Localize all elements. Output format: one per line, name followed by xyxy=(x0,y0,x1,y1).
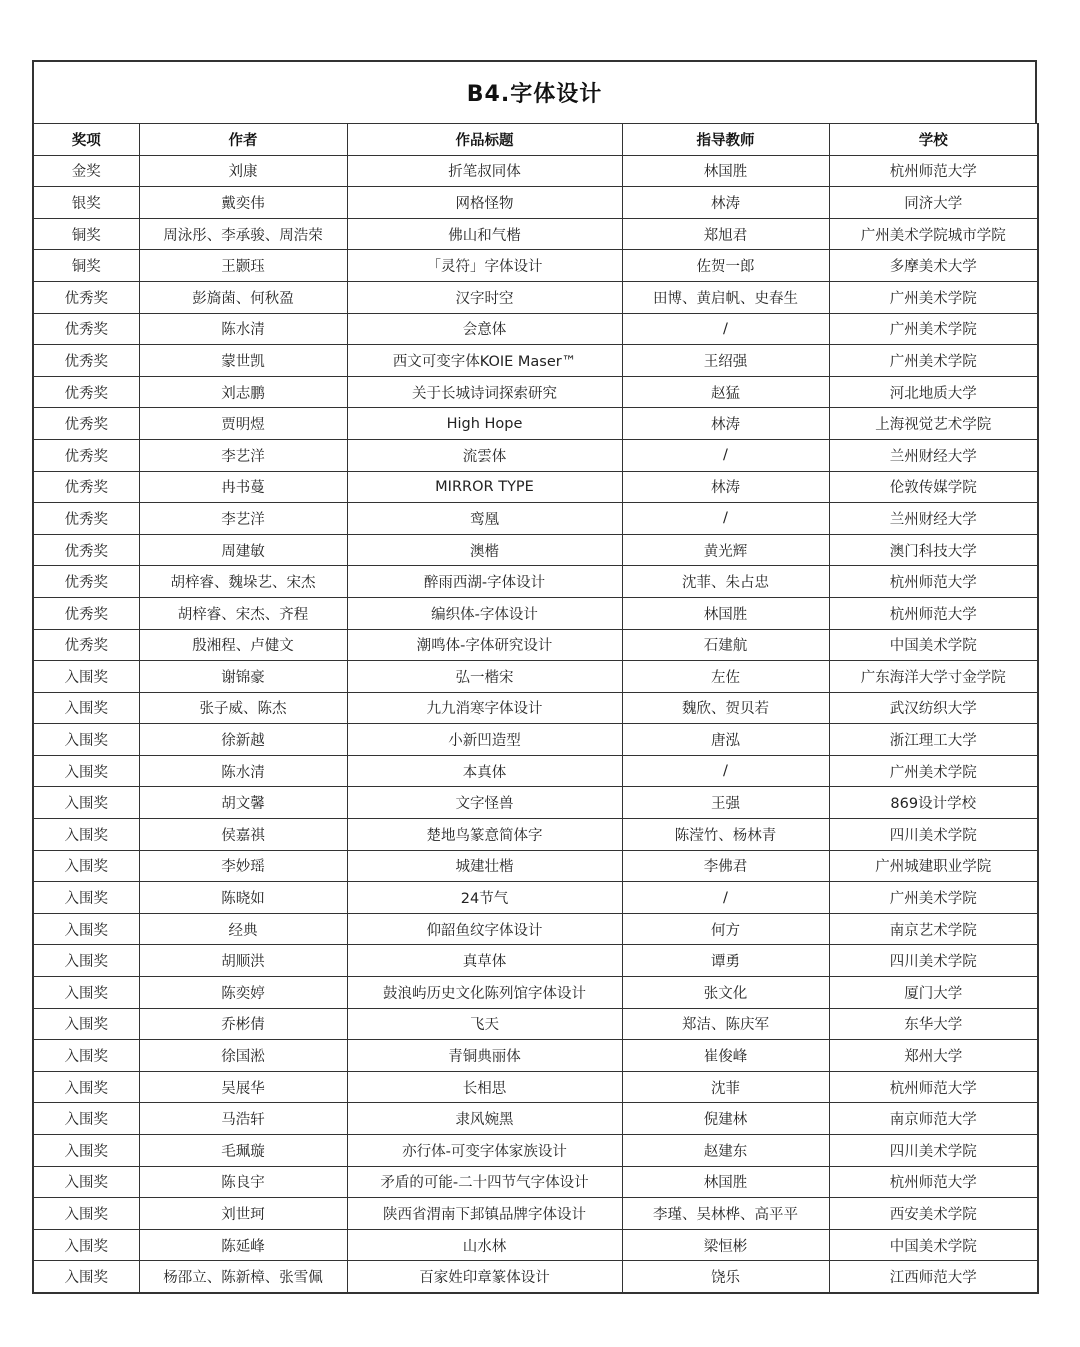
table-row xyxy=(33,755,1038,787)
work-title-cell: 24节气 xyxy=(347,882,622,914)
instructor-cell: 田博、黄启帆、史春生 xyxy=(622,281,829,313)
school-cell: 杭州师范大学 xyxy=(829,597,1038,629)
instructor-cell: 王强 xyxy=(622,787,829,819)
table-row xyxy=(33,787,1038,819)
school-cell: 中国美术学院 xyxy=(829,629,1038,661)
award-cell: 入围奖 xyxy=(33,1229,139,1261)
author-cell: 刘康 xyxy=(139,155,347,187)
table-row xyxy=(33,1166,1038,1198)
work-title-cell: 鸾凰 xyxy=(347,503,622,535)
award-cell: 入围奖 xyxy=(33,692,139,724)
work-title-cell: 澳楷 xyxy=(347,534,622,566)
table-row xyxy=(33,250,1038,282)
award-table-frame xyxy=(32,60,1037,1294)
school-cell: 杭州师范大学 xyxy=(829,155,1038,187)
table-row xyxy=(33,913,1038,945)
table-row xyxy=(33,187,1038,219)
instructor-cell: 王绍强 xyxy=(622,345,829,377)
work-title-cell: 城建壮楷 xyxy=(347,850,622,882)
award-cell: 铜奖 xyxy=(33,218,139,250)
award-cell: 入围奖 xyxy=(33,819,139,851)
header-instructor: 指导教师 xyxy=(622,124,829,156)
award-cell: 优秀奖 xyxy=(33,345,139,377)
author-cell: 胡梓睿、魏垛艺、宋杰 xyxy=(139,566,347,598)
school-cell: 广州美术学院 xyxy=(829,313,1038,345)
award-cell: 入围奖 xyxy=(33,787,139,819)
table-row xyxy=(33,313,1038,345)
author-cell: 李艺洋 xyxy=(139,439,347,471)
school-cell: 中国美术学院 xyxy=(829,1229,1038,1261)
work-title-cell: 关于长城诗词探索研究 xyxy=(347,376,622,408)
author-cell: 刘世珂 xyxy=(139,1198,347,1230)
table-row xyxy=(33,408,1038,440)
award-cell: 入围奖 xyxy=(33,850,139,882)
award-cell: 优秀奖 xyxy=(33,534,139,566)
instructor-cell: 林涛 xyxy=(622,471,829,503)
school-cell: 浙江理工大学 xyxy=(829,724,1038,756)
table-row xyxy=(33,503,1038,535)
table-row xyxy=(33,597,1038,629)
school-cell: 河北地质大学 xyxy=(829,376,1038,408)
school-cell: 杭州师范大学 xyxy=(829,1071,1038,1103)
award-cell: 入围奖 xyxy=(33,1008,139,1040)
school-cell: 杭州师范大学 xyxy=(829,566,1038,598)
instructor-cell: / xyxy=(622,882,829,914)
award-cell: 入围奖 xyxy=(33,882,139,914)
instructor-cell: 黄光辉 xyxy=(622,534,829,566)
school-cell: 兰州财经大学 xyxy=(829,439,1038,471)
award-cell: 优秀奖 xyxy=(33,408,139,440)
school-cell: 兰州财经大学 xyxy=(829,503,1038,535)
work-title-cell: 网格怪物 xyxy=(347,187,622,219)
table-row xyxy=(33,850,1038,882)
table-row xyxy=(33,1040,1038,1072)
author-cell: 冉书蔓 xyxy=(139,471,347,503)
work-title-cell: 长相思 xyxy=(347,1071,622,1103)
work-title-cell: 潮鸣体-字体研究设计 xyxy=(347,629,622,661)
header-author: 作者 xyxy=(139,124,347,156)
instructor-cell: 李佛君 xyxy=(622,850,829,882)
table-body xyxy=(33,155,1038,1293)
instructor-cell: 林国胜 xyxy=(622,155,829,187)
school-cell: 广州城建职业学院 xyxy=(829,850,1038,882)
school-cell: 武汉纺织大学 xyxy=(829,692,1038,724)
school-cell: 广州美术学院 xyxy=(829,755,1038,787)
work-title-cell: 百家姓印章篆体设计 xyxy=(347,1261,622,1293)
award-cell: 优秀奖 xyxy=(33,597,139,629)
instructor-cell: 唐泓 xyxy=(622,724,829,756)
table-row xyxy=(33,1103,1038,1135)
author-cell: 陈延峰 xyxy=(139,1229,347,1261)
work-title-cell: 本真体 xyxy=(347,755,622,787)
work-title-cell: 青铜典丽体 xyxy=(347,1040,622,1072)
author-cell: 陈奕婷 xyxy=(139,977,347,1009)
award-cell: 入围奖 xyxy=(33,1135,139,1167)
award-cell: 金奖 xyxy=(33,155,139,187)
author-cell: 陈水清 xyxy=(139,313,347,345)
table-row xyxy=(33,566,1038,598)
instructor-cell: 何方 xyxy=(622,913,829,945)
author-cell: 胡梓睿、宋杰、齐程 xyxy=(139,597,347,629)
work-title-cell: 真草体 xyxy=(347,945,622,977)
instructor-cell: 林国胜 xyxy=(622,1166,829,1198)
award-cell: 入围奖 xyxy=(33,1040,139,1072)
table-row xyxy=(33,977,1038,1009)
school-cell: 南京艺术学院 xyxy=(829,913,1038,945)
award-cell: 铜奖 xyxy=(33,250,139,282)
instructor-cell: 赵建东 xyxy=(622,1135,829,1167)
instructor-cell: 张文化 xyxy=(622,977,829,1009)
work-title-cell: High Hope xyxy=(347,408,622,440)
author-cell: 戴奕伟 xyxy=(139,187,347,219)
instructor-cell: 左佐 xyxy=(622,661,829,693)
table-row xyxy=(33,1261,1038,1293)
school-cell: 869设计学校 xyxy=(829,787,1038,819)
work-title-cell: 会意体 xyxy=(347,313,622,345)
work-title-cell: 鼓浪屿历史文化陈列馆字体设计 xyxy=(347,977,622,1009)
award-cell: 优秀奖 xyxy=(33,629,139,661)
header-award: 奖项 xyxy=(33,124,139,156)
work-title-cell: 陕西省渭南下邽镇品牌字体设计 xyxy=(347,1198,622,1230)
school-cell: 广东海洋大学寸金学院 xyxy=(829,661,1038,693)
instructor-cell: 林国胜 xyxy=(622,597,829,629)
work-title-cell: 飞天 xyxy=(347,1008,622,1040)
school-cell: 广州美术学院城市学院 xyxy=(829,218,1038,250)
work-title-cell: 醉雨西湖-字体设计 xyxy=(347,566,622,598)
table-title: B4.字体设计 xyxy=(466,82,603,107)
table-row xyxy=(33,376,1038,408)
work-title-cell: MIRROR TYPE xyxy=(347,471,622,503)
school-cell: 伦敦传媒学院 xyxy=(829,471,1038,503)
table-row xyxy=(33,629,1038,661)
work-title-cell: 小新凹造型 xyxy=(347,724,622,756)
author-cell: 胡文馨 xyxy=(139,787,347,819)
award-cell: 入围奖 xyxy=(33,755,139,787)
school-cell: 江西师范大学 xyxy=(829,1261,1038,1293)
school-cell: 四川美术学院 xyxy=(829,1135,1038,1167)
instructor-cell: 崔俊峰 xyxy=(622,1040,829,1072)
instructor-cell: / xyxy=(622,313,829,345)
work-title-cell: 山水林 xyxy=(347,1229,622,1261)
instructor-cell: 梁恒彬 xyxy=(622,1229,829,1261)
author-cell: 陈良宇 xyxy=(139,1166,347,1198)
author-cell: 王颢珏 xyxy=(139,250,347,282)
instructor-cell: / xyxy=(622,503,829,535)
award-cell: 入围奖 xyxy=(33,1103,139,1135)
award-cell: 入围奖 xyxy=(33,661,139,693)
table-row xyxy=(33,882,1038,914)
table-row xyxy=(33,471,1038,503)
instructor-cell: 佐贺一郎 xyxy=(622,250,829,282)
school-cell: 广州美术学院 xyxy=(829,882,1038,914)
table-title-box xyxy=(32,60,1037,123)
work-title-cell: 弘一楷宋 xyxy=(347,661,622,693)
work-title-cell: 隶风婉黑 xyxy=(347,1103,622,1135)
author-cell: 吴展华 xyxy=(139,1071,347,1103)
school-cell: 澳门科技大学 xyxy=(829,534,1038,566)
work-title-cell: 九九消寒字体设计 xyxy=(347,692,622,724)
instructor-cell: 石建航 xyxy=(622,629,829,661)
work-title-cell: 汉字时空 xyxy=(347,281,622,313)
award-cell: 入围奖 xyxy=(33,1166,139,1198)
instructor-cell: 谭勇 xyxy=(622,945,829,977)
work-title-cell: 矛盾的可能-二十四节气字体设计 xyxy=(347,1166,622,1198)
work-title-cell: 「灵符」字体设计 xyxy=(347,250,622,282)
school-cell: 广州美术学院 xyxy=(829,281,1038,313)
school-cell: 上海视觉艺术学院 xyxy=(829,408,1038,440)
author-cell: 徐新越 xyxy=(139,724,347,756)
award-cell: 入围奖 xyxy=(33,1071,139,1103)
award-cell: 优秀奖 xyxy=(33,471,139,503)
work-title-cell: 文字怪兽 xyxy=(347,787,622,819)
instructor-cell: / xyxy=(622,439,829,471)
school-cell: 杭州师范大学 xyxy=(829,1166,1038,1198)
award-cell: 入围奖 xyxy=(33,1198,139,1230)
award-cell: 入围奖 xyxy=(33,977,139,1009)
school-cell: 四川美术学院 xyxy=(829,819,1038,851)
work-title-cell: 仰韶鱼纹字体设计 xyxy=(347,913,622,945)
school-cell: 广州美术学院 xyxy=(829,345,1038,377)
table-row xyxy=(33,1135,1038,1167)
award-cell: 优秀奖 xyxy=(33,281,139,313)
instructor-cell: 陈滢竹、杨林青 xyxy=(622,819,829,851)
table-row xyxy=(33,1229,1038,1261)
school-cell: 东华大学 xyxy=(829,1008,1038,1040)
author-cell: 杨邵立、陈新樟、张雪佩 xyxy=(139,1261,347,1293)
table-row xyxy=(33,1198,1038,1230)
award-cell: 入围奖 xyxy=(33,1261,139,1293)
table-row xyxy=(33,661,1038,693)
award-table xyxy=(32,123,1039,1294)
author-cell: 周建敏 xyxy=(139,534,347,566)
table-row xyxy=(33,692,1038,724)
author-cell: 贾明煜 xyxy=(139,408,347,440)
author-cell: 侯嘉祺 xyxy=(139,819,347,851)
instructor-cell: 沈菲、朱占忠 xyxy=(622,566,829,598)
author-cell: 乔彬倩 xyxy=(139,1008,347,1040)
author-cell: 刘志鹏 xyxy=(139,376,347,408)
table-row xyxy=(33,155,1038,187)
author-cell: 李艺洋 xyxy=(139,503,347,535)
author-cell: 殷湘程、卢健文 xyxy=(139,629,347,661)
work-title-cell: 西文可变字体KOIE Maser™ xyxy=(347,345,622,377)
author-cell: 毛珮璇 xyxy=(139,1135,347,1167)
instructor-cell: 倪建林 xyxy=(622,1103,829,1135)
author-cell: 陈水清 xyxy=(139,755,347,787)
work-title-cell: 流雲体 xyxy=(347,439,622,471)
header-row xyxy=(33,124,1038,156)
instructor-cell: 李瑾、吴林桦、高平平 xyxy=(622,1198,829,1230)
work-title-cell: 佛山和气楷 xyxy=(347,218,622,250)
school-cell: 南京师范大学 xyxy=(829,1103,1038,1135)
table-row xyxy=(33,345,1038,377)
author-cell: 蒙世凯 xyxy=(139,345,347,377)
work-title-cell: 楚地鸟篆意简体字 xyxy=(347,819,622,851)
instructor-cell: 郑洁、陈庆军 xyxy=(622,1008,829,1040)
author-cell: 经典 xyxy=(139,913,347,945)
instructor-cell: / xyxy=(622,755,829,787)
school-cell: 同济大学 xyxy=(829,187,1038,219)
school-cell: 多摩美术大学 xyxy=(829,250,1038,282)
instructor-cell: 魏欣、贺贝若 xyxy=(622,692,829,724)
author-cell: 徐国淞 xyxy=(139,1040,347,1072)
instructor-cell: 郑旭君 xyxy=(622,218,829,250)
author-cell: 谢锦豪 xyxy=(139,661,347,693)
award-cell: 优秀奖 xyxy=(33,566,139,598)
work-title-cell: 编织体-字体设计 xyxy=(347,597,622,629)
table-row xyxy=(33,534,1038,566)
award-cell: 入围奖 xyxy=(33,945,139,977)
award-cell: 入围奖 xyxy=(33,724,139,756)
award-cell: 优秀奖 xyxy=(33,376,139,408)
award-cell: 优秀奖 xyxy=(33,313,139,345)
award-cell: 优秀奖 xyxy=(33,503,139,535)
school-cell: 四川美术学院 xyxy=(829,945,1038,977)
author-cell: 彭旖菌、何秋盈 xyxy=(139,281,347,313)
work-title-cell: 折笔叔同体 xyxy=(347,155,622,187)
author-cell: 张子威、陈杰 xyxy=(139,692,347,724)
author-cell: 陈晓如 xyxy=(139,882,347,914)
school-cell: 西安美术学院 xyxy=(829,1198,1038,1230)
work-title-cell: 亦行体-可变字体家族设计 xyxy=(347,1135,622,1167)
table-row xyxy=(33,724,1038,756)
author-cell: 胡顺洪 xyxy=(139,945,347,977)
author-cell: 李妙瑶 xyxy=(139,850,347,882)
table-row xyxy=(33,819,1038,851)
table-row xyxy=(33,1008,1038,1040)
author-cell: 周泳彤、李承骏、周浩荣 xyxy=(139,218,347,250)
instructor-cell: 林涛 xyxy=(622,187,829,219)
header-work-title: 作品标题 xyxy=(347,124,622,156)
instructor-cell: 林涛 xyxy=(622,408,829,440)
table-row xyxy=(33,1071,1038,1103)
header-school: 学校 xyxy=(829,124,1038,156)
instructor-cell: 赵猛 xyxy=(622,376,829,408)
table-row xyxy=(33,945,1038,977)
award-cell: 优秀奖 xyxy=(33,439,139,471)
award-cell: 入围奖 xyxy=(33,913,139,945)
school-cell: 厦门大学 xyxy=(829,977,1038,1009)
instructor-cell: 沈菲 xyxy=(622,1071,829,1103)
table-row xyxy=(33,281,1038,313)
table-row xyxy=(33,218,1038,250)
author-cell: 马浩轩 xyxy=(139,1103,347,1135)
table-row xyxy=(33,439,1038,471)
award-cell: 银奖 xyxy=(33,187,139,219)
school-cell: 郑州大学 xyxy=(829,1040,1038,1072)
instructor-cell: 饶乐 xyxy=(622,1261,829,1293)
